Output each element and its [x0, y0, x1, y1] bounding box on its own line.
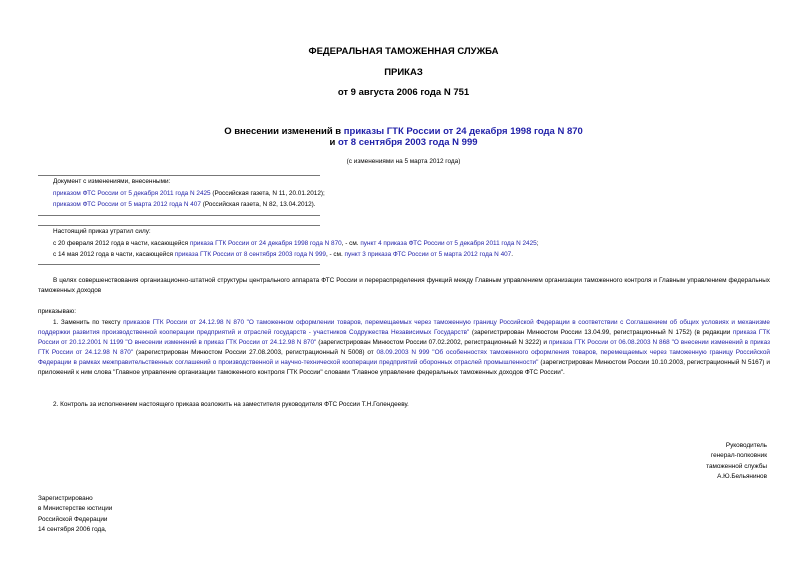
repealed-item: [53, 239, 538, 249]
repealed-text: ;: [536, 240, 539, 247]
amendment-rest: (Российская газета, N 11, 20.01.2012);: [210, 190, 325, 197]
item1-text: (зарегистрирован Минюстом России 10.10.2003, регистрационный N 5167) и приложений к ним слова "Главное управление организации таможенного контроля ГТК России" словами "Главное управление федеральных таможенных доходов ФТС России".: [38, 358, 770, 376]
title-link-order-870[interactable]: приказы ГТК России от 24 декабря 1998 года N 870: [343, 126, 583, 137]
order-word: приказываю:: [38, 308, 76, 315]
amendments-label: Документ с изменениями, внесенными:: [53, 178, 171, 185]
intro-paragraph: В целях совершенствования организационно-штатной структуры центрального аппарата ФТС России и перераспределения функций между Главным управлением организации таможенного контроля и Главным управлением федеральных таможенных доходов: [38, 277, 770, 294]
repealed-text: , - см.: [325, 251, 345, 258]
divider: [38, 175, 320, 176]
divider: [38, 215, 320, 216]
registration-line: 14 сентября 2006 года,: [38, 526, 107, 534]
repealed-link[interactable]: приказа ГТК России от 8 сентября 2003 года N 999: [174, 251, 326, 258]
title-line2-prefix: и: [329, 137, 338, 148]
item1-text: (зарегистрирован Минюстом России 27.08.2003, регистрационный N 5008) от: [133, 348, 377, 356]
repealed-item: [53, 250, 513, 260]
order-item-2: 2. Контроль за исполнением настоящего приказа возложить на заместителя руководителя ФТС России Т.Н.Голендееву.: [53, 401, 409, 408]
amendment-rest: (Российская газета, N 82, 13.04.2012).: [200, 201, 316, 208]
registration-line: Российской Федерации: [38, 515, 108, 523]
signature-rank: генерал-полковник: [710, 452, 767, 460]
registration-block: [38, 494, 112, 536]
repealed-link[interactable]: пункт 4 приказа ФТС России от 5 декабря 2011 года N 2425: [360, 240, 537, 247]
repealed-label: Настоящий приказ утратил силу:: [53, 228, 151, 235]
repealed-link[interactable]: приказа ГТК России от 24 декабря 1998 года N 870: [189, 240, 342, 247]
amendment-link[interactable]: приказом ФТС России от 5 марта 2012 года N 407: [53, 201, 201, 208]
item1-link-order-868[interactable]: приказа ГТК России от 06.08.2003 N 868 "О внесении изменений в приказ ГТК России от 24.12.98 N 870": [38, 338, 770, 356]
item1-link-order-999[interactable]: 08.09.2003 N 999 "Об особенностях таможенного оформления товаров, перемещаемых через таможенную границу Российской Федерации в рамках межправительственных соглашений о производственной и научно-технической кооперации предприятий оборонных отраслей промышленности": [38, 348, 771, 366]
item1-text: (зарегистрирован Минюстом России 13.04.99, регистрационный N 1752) (в редакции: [469, 328, 733, 336]
repealed-text: .: [511, 251, 514, 258]
agency-title: ФЕДЕРАЛЬНАЯ ТАМОЖЕННАЯ СЛУЖБА: [308, 46, 499, 57]
item1-text: 1. Заменить по тексту: [53, 319, 124, 326]
divider: [38, 225, 320, 226]
order-item-1: [38, 318, 770, 377]
item1-text: (зарегистрирован Минюстом России 07.02.2002, регистрационный N 3222) и: [316, 338, 549, 346]
repealed-text: с 14 мая 2012 года в части, касающейся: [53, 251, 175, 258]
doc-title-line2: [0, 137, 807, 148]
item1-link-order-870[interactable]: приказов ГТК России от 24.12.98 N 870 "О таможенном оформлении товаров, перемещаемых через таможенную границу Российской Федерации в соответствии с Соглашением об общих условиях и механизме поддержки развития производственной кооперации предприятий и отраслей государств - участников Содружества Независимых Государств": [38, 319, 770, 336]
title-prefix: О внесении изменений в: [224, 126, 344, 137]
registration-line: Зарегистрировано: [38, 495, 93, 502]
signature-block: [706, 441, 767, 483]
item1-link-order-1199[interactable]: приказа ГТК России от 20.12.2001 N 1199 "О внесении изменений в приказ ГТК России от 24.12.98 N 870": [38, 328, 770, 346]
doc-title-line1: [0, 126, 807, 137]
amendment-link[interactable]: приказом ФТС России от 5 декабря 2011 года N 2425: [53, 190, 211, 197]
divider: [38, 264, 320, 265]
amendment-item: [53, 200, 316, 210]
amendment-item: [53, 189, 325, 199]
amend-note: (с изменениями на 5 марта 2012 года): [346, 158, 461, 165]
repealed-text: , - см.: [341, 240, 361, 247]
signature-service: таможенной службы: [706, 462, 767, 470]
repealed-text: с 20 февраля 2012 года в части, касающейся: [53, 240, 190, 247]
signature-title: Руководитель: [725, 442, 767, 449]
title-link-order-999[interactable]: от 8 сентября 2003 года N 999: [337, 137, 478, 148]
doc-type: ПРИКАЗ: [384, 67, 423, 78]
registration-line: в Министерстве юстиции: [38, 505, 113, 513]
signature-name: А.Ю.Бельянинов: [717, 473, 767, 481]
doc-date-number: от 9 августа 2006 года N 751: [337, 87, 470, 98]
repealed-link[interactable]: пункт 3 приказа ФТС России от 5 марта 2012 года N 407: [344, 251, 512, 258]
